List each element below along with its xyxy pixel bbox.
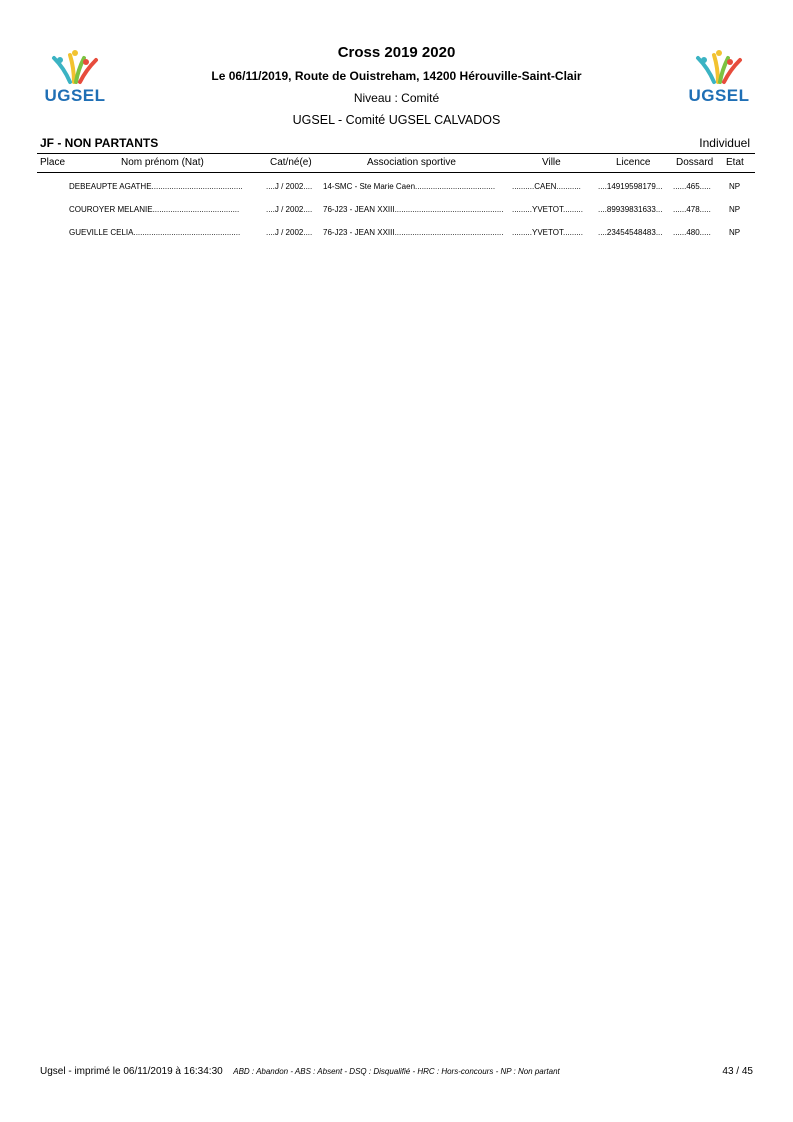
- cell-licence: ....89939831633...: [598, 205, 663, 214]
- cell-dossard: ......465.....: [673, 182, 711, 191]
- footer-legend: ABD : Abandon - ABS : Absent - DSQ : Disqualifié - HRC : Hors-concours - NP : Non partant: [233, 1067, 560, 1076]
- cell-name: GUEVILLE CELIA................................................: [69, 228, 241, 237]
- col-place: Place: [40, 157, 66, 168]
- table-row: [0, 182, 793, 194]
- logo-wordmark: UGSEL: [688, 86, 750, 105]
- cell-assoc: 76-J23 - JEAN XXIII.................................................: [323, 205, 504, 214]
- col-name: Nom prénom (Nat): [121, 157, 204, 168]
- logo-wordmark: UGSEL: [44, 86, 106, 105]
- cell-ville: ..........CAEN...........: [512, 182, 581, 191]
- col-licence: Licence: [616, 157, 651, 168]
- page-title: Cross 2019 2020: [337, 44, 456, 61]
- footer-printed: Ugsel - imprimé le 06/11/2019 à 16:34:30: [40, 1066, 223, 1077]
- cell-name: COUROYER MELANIE.......................................: [69, 205, 240, 214]
- cell-cat: ....J / 2002....: [266, 228, 313, 237]
- section-type: Individuel: [699, 136, 750, 150]
- cell-cat: ....J / 2002....: [266, 182, 313, 191]
- cell-licence: ....14919598179...: [598, 182, 663, 191]
- level-label: Niveau : Comité: [353, 91, 440, 105]
- col-cat: Cat/né(e): [270, 157, 312, 168]
- page-number: 43 / 45: [722, 1066, 753, 1077]
- event-location: Le 06/11/2019, Route de Ouistreham, 14200 Hérouville-Saint-Clair: [211, 69, 582, 83]
- section-title: JF - NON PARTANTS: [40, 136, 159, 150]
- cell-cat: ....J / 2002....: [266, 205, 313, 214]
- cell-etat: NP: [729, 205, 741, 214]
- cell-ville: .........YVETOT.........: [512, 205, 583, 214]
- col-ville: Ville: [542, 157, 561, 168]
- col-assoc: Association sportive: [367, 157, 456, 168]
- table-row: [0, 205, 793, 217]
- cell-etat: NP: [729, 228, 741, 237]
- cell-dossard: ......478.....: [673, 205, 711, 214]
- cell-ville: .........YVETOT.........: [512, 228, 583, 237]
- cell-dossard: ......480.....: [673, 228, 711, 237]
- cell-assoc: 14-SMC - Ste Marie Caen....................................: [323, 182, 496, 191]
- cell-licence: ....23454548483...: [598, 228, 663, 237]
- committee-label: UGSEL - Comité UGSEL CALVADOS: [292, 113, 501, 127]
- col-etat: Etat: [726, 157, 744, 168]
- table-header: [0, 157, 793, 171]
- table-row: [0, 228, 793, 240]
- col-dossard: Dossard: [676, 157, 714, 168]
- table-header-divider: [37, 172, 755, 173]
- cell-name: DEBEAUPTE AGATHE.........................................: [69, 182, 243, 191]
- header-divider: [37, 153, 755, 154]
- cell-etat: NP: [729, 182, 741, 191]
- cell-assoc: 76-J23 - JEAN XXIII.................................................: [323, 228, 504, 237]
